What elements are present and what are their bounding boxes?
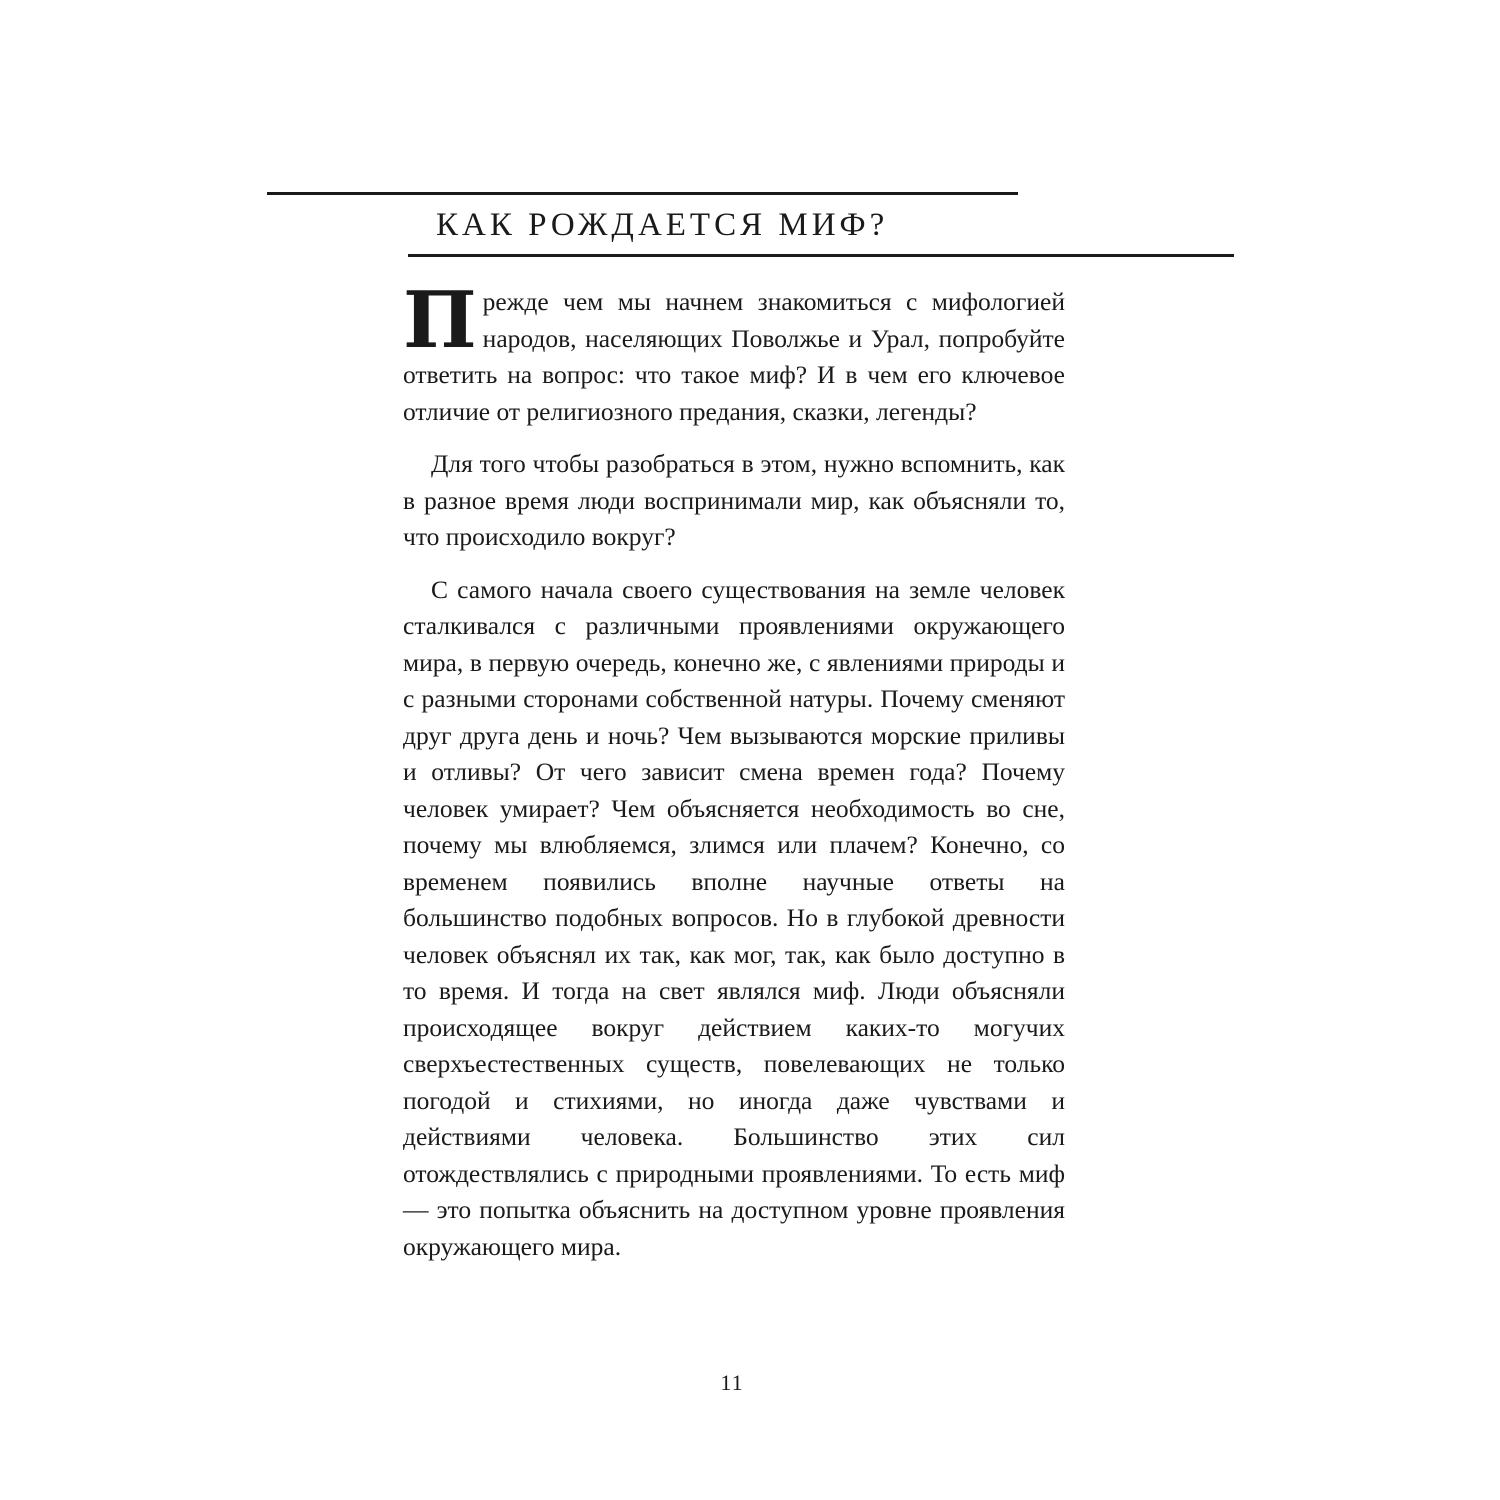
paragraph-3: С самого начала своего существования на земле человек сталкивался с различными проявлениями окружающего мира, в первую очередь, конечно же, с явлениями природы и с разными сторонами собственной натуры. Почему сменяют друг друга день и ночь? Чем вызываются морские приливы и отливы? От чего зависит смена времен года? Почему человек умирает? Чем объясняется необходимость во сне, почему мы влюбляемся, злимся или плачем? Конечно, со временем появились вполне научные ответы на большинство подобных вопросов. Но в глубокой древности человек объяснял их так, как мог, так, как было доступно в то время. И тогда на свет являлся миф. Люди объясняли происходящее вокруг действием каких-то могучих сверхъестественных существ, повелевающих не только погодой и стихиями, но иногда даже чувствами и действиями человека. Большинство этих сил отождествлялись с природными проявлениями. То есть миф — это попытка объяснить на доступном уровне проявления окружающего мира. (403, 574, 1065, 1261)
paragraph-1-text: режде чем мы начнем знакомиться с мифологией народов, населяющих Поволжье и Урал, попробуйте ответить на вопрос: что такое миф? И в чем его ключевое отличие от религиозного предания, сказки, легенды? (403, 287, 1065, 426)
drop-cap: П (403, 275, 477, 366)
body-text (403, 275, 1065, 1281)
chapter-rule-top (267, 192, 1018, 195)
page-number: 11 (720, 1370, 744, 1395)
paragraph-2: Для того чтобы разобраться в этом, нужно вспомнить, как в разное время люди воспринимали мир, как объясняли то, что происходило вокруг? (403, 449, 1065, 551)
chapter-title: КАК РОЖДАЕТСЯ МИФ? (436, 207, 889, 243)
paragraph-1 (403, 275, 1065, 430)
chapter-rule-bottom (408, 254, 1234, 257)
